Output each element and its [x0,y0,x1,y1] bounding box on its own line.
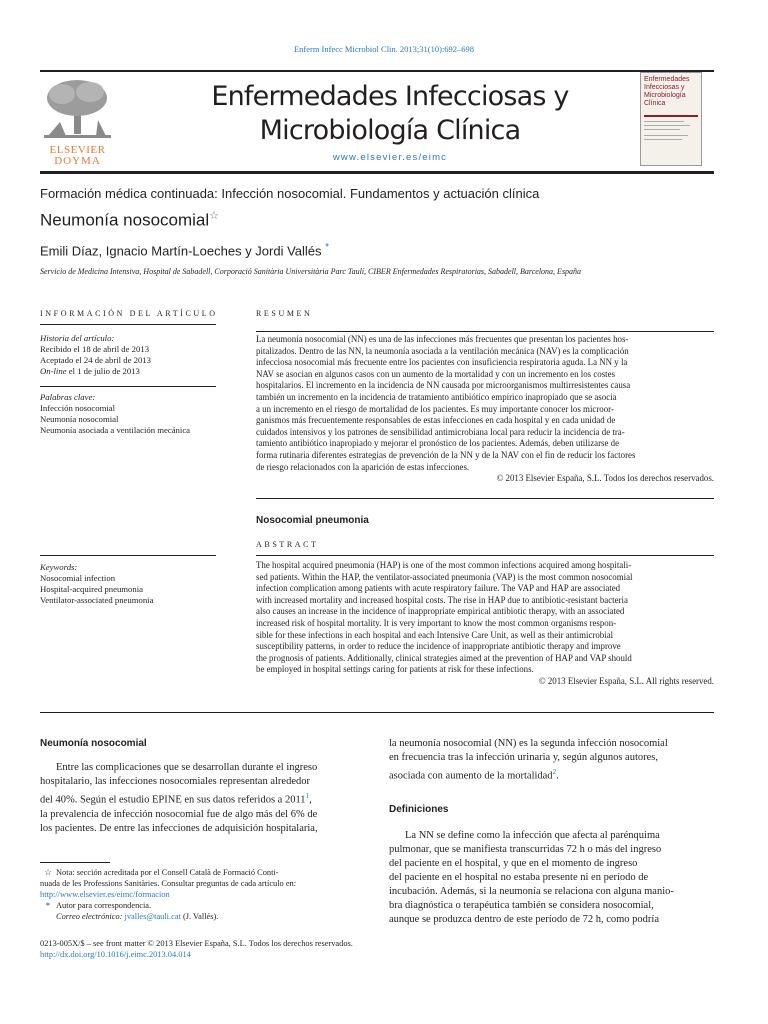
body-line: del paciente en el hospital, y que en el momento de ingreso [389,858,638,869]
resumen-end-rule [256,498,714,499]
resumen-line: cuidados intensivos y los patrones de sensibilidad antimicrobiana local para reducir la incidencia de tra- [256,426,625,437]
abstract-heading: ABSTRACT [256,540,319,549]
body-right-paragraph [389,737,714,784]
footnote-email: Correo electrónico: jvalles@tauli.cat (J. Vallés). [56,912,219,921]
section-title-neumonia: Neumonía nosocomial [40,738,147,749]
footnote-rule [40,862,110,863]
tree-icon [40,78,115,140]
keywords-rule [40,555,216,556]
article-title-text: Neumonía nosocomial [40,210,210,230]
keyword-item: Neumonía asociada a ventilación mecánica [40,425,191,435]
footnote-star: ☆ Nota: sección acreditada por el Consell Català de Formació Conti- [44,868,279,877]
elsevier-logo [40,78,115,167]
accepted-date: Aceptado el 24 de abril de 2013 [40,355,151,365]
section-title-definiciones: Definiciones [389,804,449,815]
series-title: Formación médica continuada: Infección nosocomial. Fundamentos y actuación clínica [40,186,540,201]
abstract-line: also causes an increase in the incidence of inappropriate empirical antibiotic therapy, with an associated [256,606,625,617]
keyword-item: Ventilator-associated pneumonia [40,595,154,605]
journal-cover-thumbnail [640,72,702,166]
cover-title: Enfermedades Infecciosas y Microbiología Clínica [644,76,690,107]
keyword-item: Infección nosocomial [40,403,116,413]
keywords-en [40,562,220,606]
resumen-rule [256,331,714,332]
journal-title-line1: Enfermedades Infecciosas y [211,81,569,112]
info-rule [40,324,216,325]
reference-link[interactable]: 2 [552,768,557,776]
resumen-line: pitalizados. Dentro de las NN, la neumonía asociada a la ventilación mecánica (NAV) es la complicación [256,345,629,356]
header-bottom-rule [40,171,714,174]
resumen-line: hospitalarios. El incremento en la incidencia de NN causada por microorganismos multirresistentes causa [256,380,631,391]
body-line: del paciente en el hospital no estaba presente ni en período de [389,872,649,883]
affiliation: Servicio de Medicina Intensiva, Hospital de Sabadell, Corporació Sanitària Universitària Parc Taulí, CIBER Enfermedades Respiratorias, Sabadell, Barcelona, España [40,267,582,276]
journal-title-line2: Microbiología Clínica [259,115,521,146]
definiciones-paragraph [389,829,714,927]
footnotes [40,867,364,922]
body-line: hospitalario, las infecciones nosocomiales representan alrededor [40,776,310,787]
email-link[interactable]: jvalles@tauli.cat [124,912,181,921]
resumen-copyright: © 2013 Elsevier España, S.L. Todos los derechos reservados. [496,473,714,484]
resumen-line: de riesgo relacionados con la aparición de estas infecciones. [256,461,470,472]
abstract-rule [256,555,714,556]
publisher-name: ELSEVIER [49,144,106,156]
body-line: del 40%. Según el estudio EPINE en sus datos referidos a 2011$^1$, [40,792,312,806]
body-rule [40,712,714,713]
keywords-es [40,392,220,436]
resumen-line: forma rutinaria diferentes estrategias de prevención de la NN y de la NAV con el fin de reducir los factores [256,449,636,460]
keyword-item: Hospital-acquired pneumonia [40,584,144,594]
header-top-rule [40,70,714,72]
body-line: la neumonía nosocomial (NN) es la segunda infección nosocomial [389,738,668,749]
abstract-line: sed patients. Within the HAP, the ventilator-associated pneumonia (VAP) is the most common nosocomial [256,571,633,582]
abstract-line: the prognosis of patients. Additionally, clinical strategies aimed at the prevention of HAP and VAP should [256,652,632,663]
article-info-heading: INFORMACIÓN DEL ARTÍCULO [40,309,218,318]
resumen-line: también un incremento en la incidencia de tratamiento antibiótico empírico inapropiado que se asocia [256,391,617,402]
body-line: en frecuencia tras la infección urinaria y, según algunos autores, [389,752,658,763]
author-list [40,242,329,258]
authors-text: Emili Díaz, Ignacio Martín-Loeches y Jordi Vallés [40,243,322,259]
abstract-line: susceptibility patterns, in order to reduce the incidence of inappropriate antibiotic therapy and improve [256,641,621,652]
abstract-line: increased risk of hospital mortality. It is very important to know the most common organisms respon- [256,617,617,628]
resumen-line: tamiento antibiótico inapropiado y mejorar el pronóstico de los pacientes. Además, deben utilizarse de [256,438,620,449]
abstract-copyright: © 2013 Elsevier España, S.L. All rights reserved. [538,675,714,686]
english-title: Nosocomial pneumonia [256,515,369,526]
resumen-line: a un incremento en el riesgo de mortalidad de los pacientes. Es muy importante conocer los microor- [256,403,614,414]
resumen-body [256,334,714,485]
star-footnote-mark[interactable]: ☆ [209,210,220,222]
reference-link[interactable]: 1 [305,792,310,800]
body-line: asociada con aumento de la mortalidad$^2$. [389,768,559,782]
article-history [40,333,220,377]
keywords-es-label: Palabras clave: [40,392,96,402]
body-line: la prevalencia de infección nosocomial fue de algo más del 6% de [40,808,318,820]
resumen-line: La neumonía nosocomial (NN) es una de las infecciones más frecuentes que presentan los pacientes hos- [256,334,629,344]
body-line: bra diagnóstica o terapéutica también se considera nosocomial, [389,900,654,911]
keyword-item: Nosocomial infection [40,573,116,583]
abstract-line: with increased mortality and increased hospital costs. The rise in HAP due to antibiotic-resistant bacteria [256,594,628,605]
footnote-author: * Autor para correspondencia. [45,901,152,910]
resumen-line: NAV se asocian en algunos casos con un aumento de la mortalidad y con un incremento en los costes [256,368,616,379]
issn-line: 0213-005X/$ – see front matter © 2013 Elsevier España, S.L. Todos los derechos reservados. [40,939,353,948]
history-label: Historia del artículo: [40,333,115,343]
doi-link[interactable]: http://dx.doi.org/10.1016/j.eimc.2013.04.014 [40,950,191,959]
body-line: Entre las complicaciones que se desarrollan durante el ingreso [56,762,318,773]
abstract-line: The hospital acquired pneumonia (HAP) is one of the most common infections acquired among hospitali- [256,560,632,570]
footnote-star-cont: nuada de les Professions Sanitàries. Consultar preguntas de cada artículo en: [40,879,297,888]
journal-title [150,80,630,148]
body-line: aunque se produzca dentro de este período de 72 h, como podría [389,914,659,925]
journal-citation[interactable]: Enferm Infecc Microbiol Clin. 2013;31(10):692–698 [293,44,475,54]
received-date: Recibido el 18 de abril de 2013 [40,344,150,354]
keywords-en-label: Keywords: [40,562,78,572]
resumen-line: ganismos más frecuentemente responsables de estas infecciones en cada hospital y en cada unidad de [256,415,616,426]
abstract-line: be employed in hospital settings caring for patients at risk for these infections. [256,664,534,675]
body-line: incubación. Además, si la neumonía se relaciona con alguna manio- [389,886,674,897]
online-date: On-line el 1 de julio de 2013 [40,366,140,376]
keyword-item: Neumonía nosocomial [40,414,119,424]
resumen-heading: RESUMEN [256,309,313,318]
journal-url[interactable]: www.elsevier.es/eimc [332,152,448,163]
history-rule [40,386,216,387]
body-line: La NN se define como la infección que afecta al parénquima [405,830,660,841]
body-line: los pacientes. De entre las infecciones de adquisición hospitalaria, [40,822,318,834]
abstract-line: infection complication among patients with acute respiratory failure. The VAP and HAP are associated [256,583,621,594]
publisher-imprint: DOYMA [54,155,101,167]
article-title [40,209,219,231]
body-line: pulmonar, que se manifiesta transcurridas 72 h o más del ingreso [389,844,662,855]
resumen-line: infecciosa nosocomial más frecuente entre los pacientes con insuficiencia respiratoria aguda. La NN y la [256,357,628,368]
footnote-url-link[interactable]: http://www.elsevier.es/eimc/formacion [40,890,170,899]
body-left-paragraph [40,761,362,836]
corresponding-author-mark[interactable]: * [325,242,330,253]
abstract-line: sible for these infections in each hospital and each Intensive Care Unit, as well as their antimicrobial [256,629,614,640]
abstract-body [256,560,714,688]
